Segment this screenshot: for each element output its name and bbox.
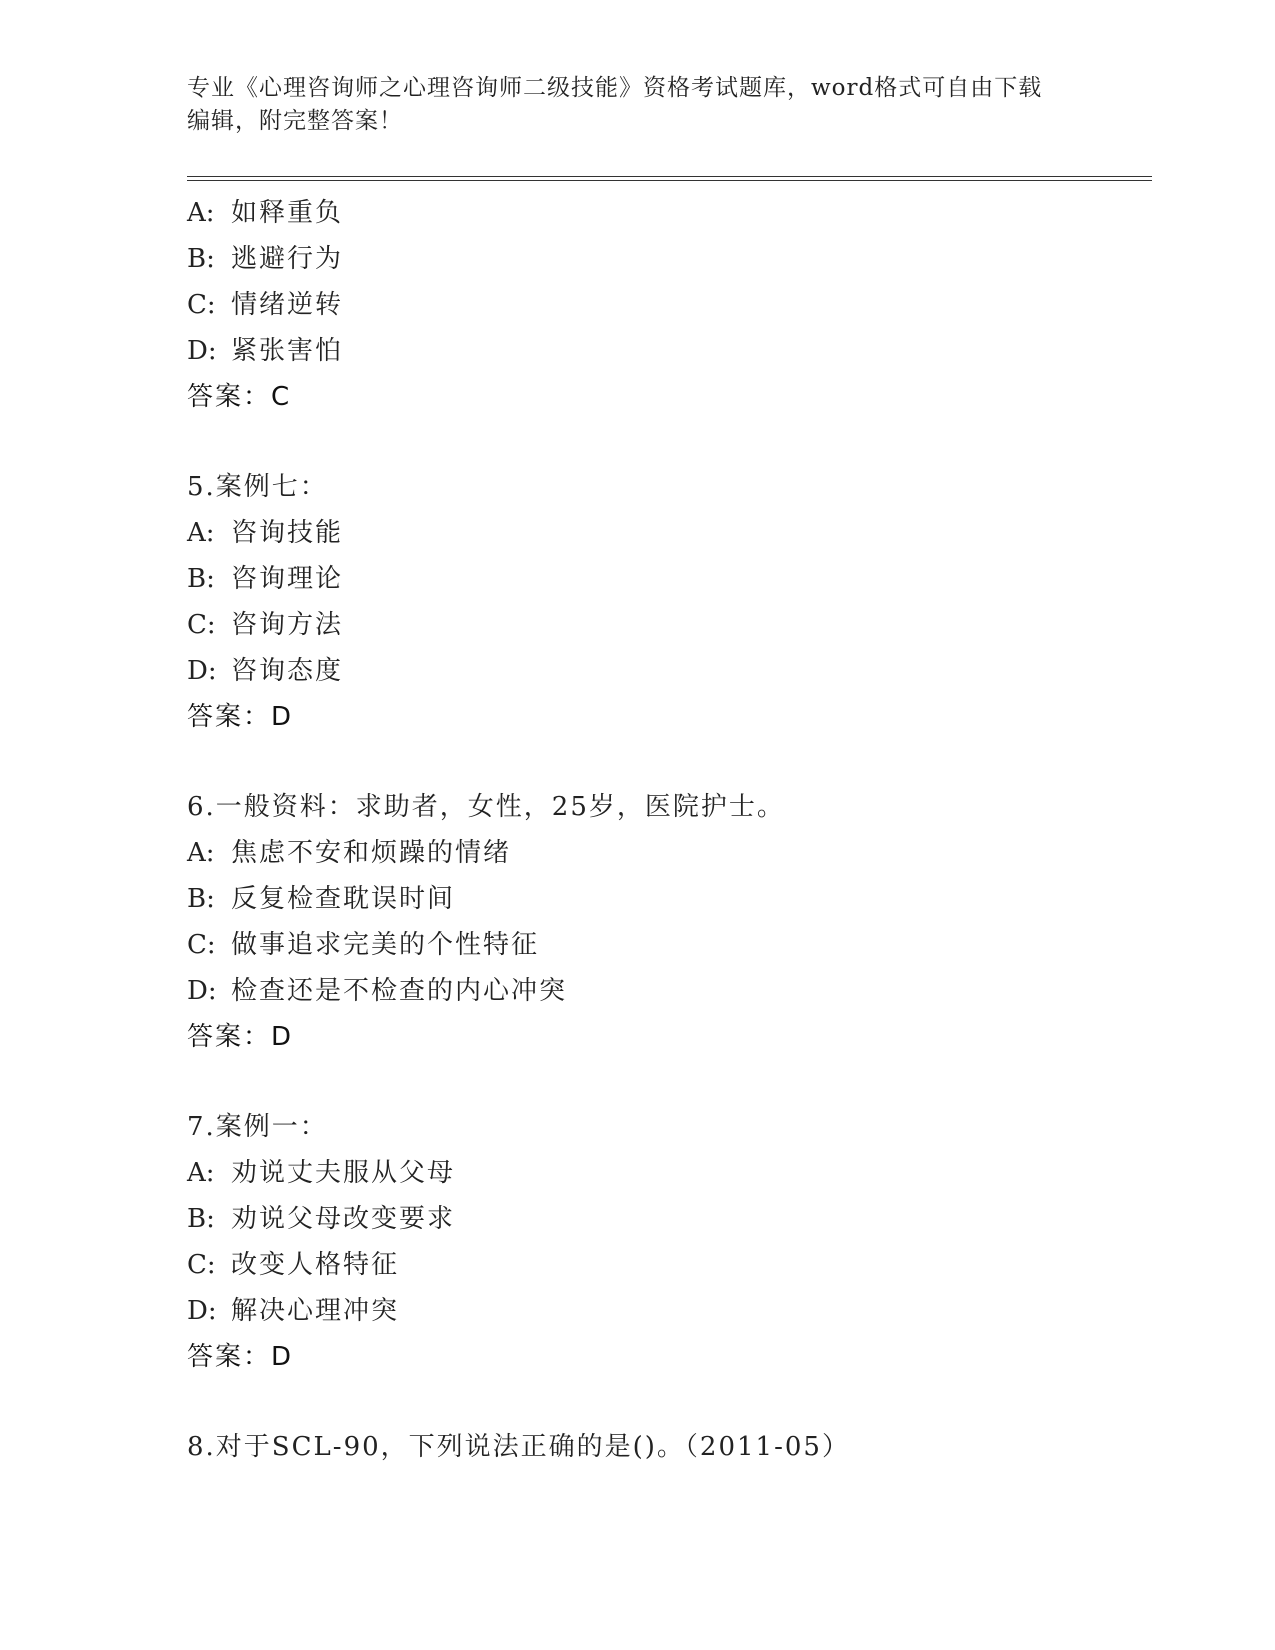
answer-line: 答案：C xyxy=(187,382,292,412)
question-title: 7.案例一： xyxy=(187,1112,328,1142)
question-6 xyxy=(187,784,1147,1060)
option-a: A: 劝说丈夫服从父母 xyxy=(187,1158,456,1188)
header-line-2: 编辑，附完整答案！ xyxy=(187,108,403,134)
question-list xyxy=(187,190,1147,1514)
header-line-1: 专业《心理咨询师之心理咨询师二级技能》资格考试题库，word格式可自由下载 xyxy=(187,75,1043,101)
question-5 xyxy=(187,464,1147,740)
option-d: D: 检查还是不检查的内心冲突 xyxy=(187,976,568,1006)
option-c: C: 做事追求完美的个性特征 xyxy=(187,930,540,960)
answer-line: 答案：D xyxy=(187,1342,294,1372)
question-8 xyxy=(187,1424,1147,1470)
question-title: 8.对于SCL-90，下列说法正确的是()。（2011-05） xyxy=(187,1432,850,1462)
option-d: D: 咨询态度 xyxy=(187,656,344,686)
question-title: 5.案例七： xyxy=(187,472,328,502)
document-header xyxy=(187,72,1087,138)
option-c: C: 咨询方法 xyxy=(187,610,344,640)
option-b: B: 逃避行为 xyxy=(187,244,344,274)
option-b: B: 劝说父母改变要求 xyxy=(187,1204,456,1234)
question-title: 6.一般资料：求助者，女性，25岁，医院护士。 xyxy=(187,792,785,822)
option-a: A: 咨询技能 xyxy=(187,518,344,548)
option-b: B: 反复检查耽误时间 xyxy=(187,884,456,914)
answer-line: 答案：D xyxy=(187,1022,294,1052)
header-divider xyxy=(187,176,1152,181)
answer-line: 答案：D xyxy=(187,702,294,732)
option-a: A: 焦虑不安和烦躁的情绪 xyxy=(187,838,512,868)
option-d: D: 紧张害怕 xyxy=(187,336,344,366)
option-c: C: 改变人格特征 xyxy=(187,1250,400,1280)
option-d: D: 解决心理冲突 xyxy=(187,1296,400,1326)
option-b: B: 咨询理论 xyxy=(187,564,344,594)
option-c: C: 情绪逆转 xyxy=(187,290,344,320)
question-4 xyxy=(187,190,1147,420)
option-a: A: 如释重负 xyxy=(187,198,344,228)
question-7 xyxy=(187,1104,1147,1380)
